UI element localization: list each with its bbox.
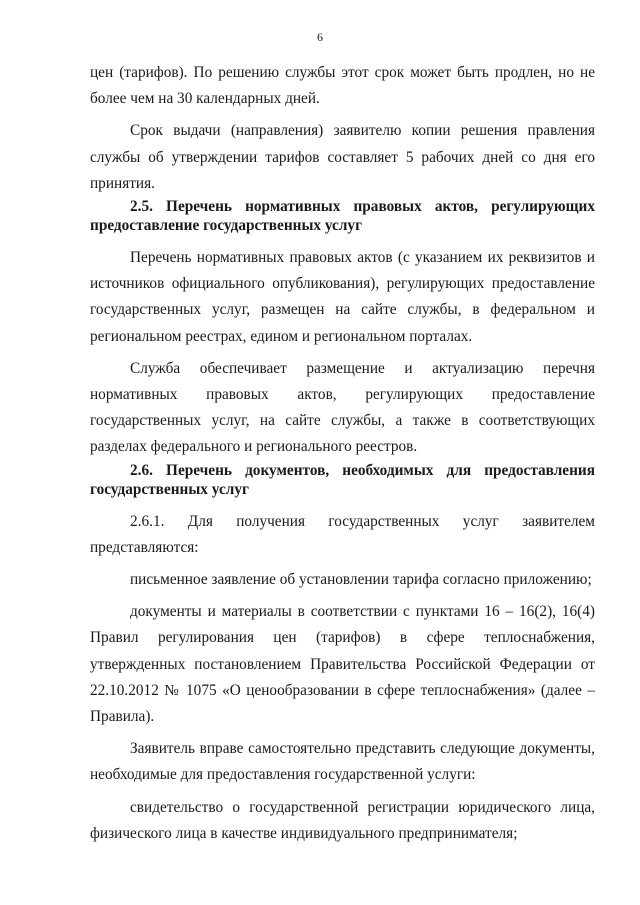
section-heading-2-6: 2.6. Перечень документов, необходимых для предоставления государственных услуг [90, 461, 595, 498]
section-heading-2-5: 2.5. Перечень нормативных правовых актов, регулирующих предоставление государственных услуг [90, 198, 595, 235]
document-body [90, 60, 595, 847]
paragraph-applicant-right: Заявитель вправе самостоятельно представить следующие документы, необходимые для предоставления государственной услуги: [90, 740, 595, 784]
paragraph-written-application: письменное заявление об установлении тарифа согласно приложению; [130, 571, 592, 589]
paragraph-legal-acts-update: Служба обеспечивает размещение и актуализацию перечня нормативных правовых актов, регулирующих предоставление государственных услуг, на сайте службы, а также в соответствующих разделах федерального и регионального реестров. [90, 359, 595, 456]
paragraph-decision-copy-term: Срок выдачи (направления) заявителю копии решения правления службы об утверждении тарифов составляет 5 рабочих дней со дня его принятия. [90, 122, 595, 192]
paragraph-legal-acts-list: Перечень нормативных правовых актов (с указанием их реквизитов и источников официального опубликования), регулирующих предоставление государственных услуг, размещен на сайте службы, в федеральном и региональном реестрах, едином и региональном порталах. [90, 249, 595, 345]
page-number: 6 [317, 30, 323, 44]
paragraph-documents-materials: документы и материалы в соответствии с пунктами 16 – 16(2), 16(4) Правил регулирования цен (тарифов) в сфере теплоснабжения, утвержденных постановлением Правительства Российской Федерации от 22.10.2012 № 1075 «О ценообразовании в сфере теплоснабжения» (далее – Правила). [90, 603, 595, 726]
paragraph-continuation: цен (тарифов). По решению службы этот срок может быть продлен, но не более чем на 30 календарных дней. [90, 64, 595, 108]
paragraph-registration-certificate: свидетельство о государственной регистрации юридического лица, физического лица в качестве индивидуального предпринимателя; [90, 798, 595, 842]
paragraph-2-6-1: 2.6.1. Для получения государственных услуг заявителем представляются: [90, 512, 595, 556]
